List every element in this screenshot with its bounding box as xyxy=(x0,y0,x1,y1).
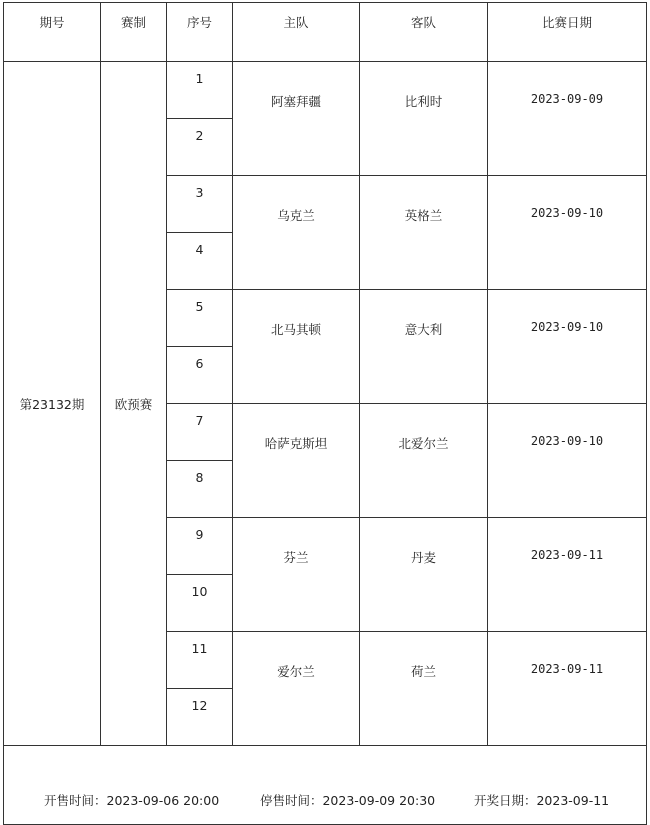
footer-row xyxy=(4,776,647,825)
home-team-cell: 哈萨克斯坦 xyxy=(233,404,360,518)
match-date-cell: 2023-09-11 xyxy=(488,518,647,632)
seq-cell: 4 xyxy=(167,233,233,290)
seq-cell: 7 xyxy=(167,404,233,461)
seq-cell: 8 xyxy=(167,461,233,518)
header-home: 主队 xyxy=(233,3,360,62)
header-away: 客队 xyxy=(360,3,488,62)
home-team-cell: 芬兰 xyxy=(233,518,360,632)
seq-cell: 10 xyxy=(167,575,233,632)
seq-cell: 3 xyxy=(167,176,233,233)
header-seq: 序号 xyxy=(167,3,233,62)
seq-cell: 11 xyxy=(167,632,233,689)
match-date-cell: 2023-09-10 xyxy=(488,404,647,518)
match-date-cell: 2023-09-09 xyxy=(488,62,647,176)
away-team-cell: 北爱尔兰 xyxy=(360,404,488,518)
header-period: 期号 xyxy=(4,3,101,62)
blank-cell xyxy=(4,746,647,777)
match-schedule-table xyxy=(3,2,647,825)
header-format: 赛制 xyxy=(101,3,167,62)
seq-cell: 9 xyxy=(167,518,233,575)
match-date-cell: 2023-09-10 xyxy=(488,176,647,290)
header-date: 比赛日期 xyxy=(488,3,647,62)
away-team-cell: 荷兰 xyxy=(360,632,488,746)
sale-stop-time: 停售时间：2023-09-09 20:30 xyxy=(259,793,436,808)
away-team-cell: 丹麦 xyxy=(360,518,488,632)
seq-cell: 2 xyxy=(167,119,233,176)
home-team-cell: 乌克兰 xyxy=(233,176,360,290)
seq-cell: 6 xyxy=(167,347,233,404)
period-cell: 第23132期 xyxy=(4,62,101,746)
format-cell: 欧预赛 xyxy=(101,62,167,746)
home-team-cell: 北马其顿 xyxy=(233,290,360,404)
blank-row xyxy=(4,746,647,777)
home-team-cell: 爱尔兰 xyxy=(233,632,360,746)
seq-cell: 1 xyxy=(167,62,233,119)
match-date-cell: 2023-09-11 xyxy=(488,632,647,746)
away-team-cell: 英格兰 xyxy=(360,176,488,290)
header-row xyxy=(4,3,647,62)
away-team-cell: 意大利 xyxy=(360,290,488,404)
home-team-cell: 阿塞拜疆 xyxy=(233,62,360,176)
draw-date: 开奖日期：2023-09-11 xyxy=(473,793,610,808)
match-date-cell: 2023-09-10 xyxy=(488,290,647,404)
sale-start-time: 开售时间：2023-09-06 20:00 xyxy=(44,793,220,808)
table-row xyxy=(4,62,647,119)
footer-cell xyxy=(4,776,647,825)
seq-cell: 5 xyxy=(167,290,233,347)
seq-cell: 12 xyxy=(167,689,233,746)
away-team-cell: 比利时 xyxy=(360,62,488,176)
